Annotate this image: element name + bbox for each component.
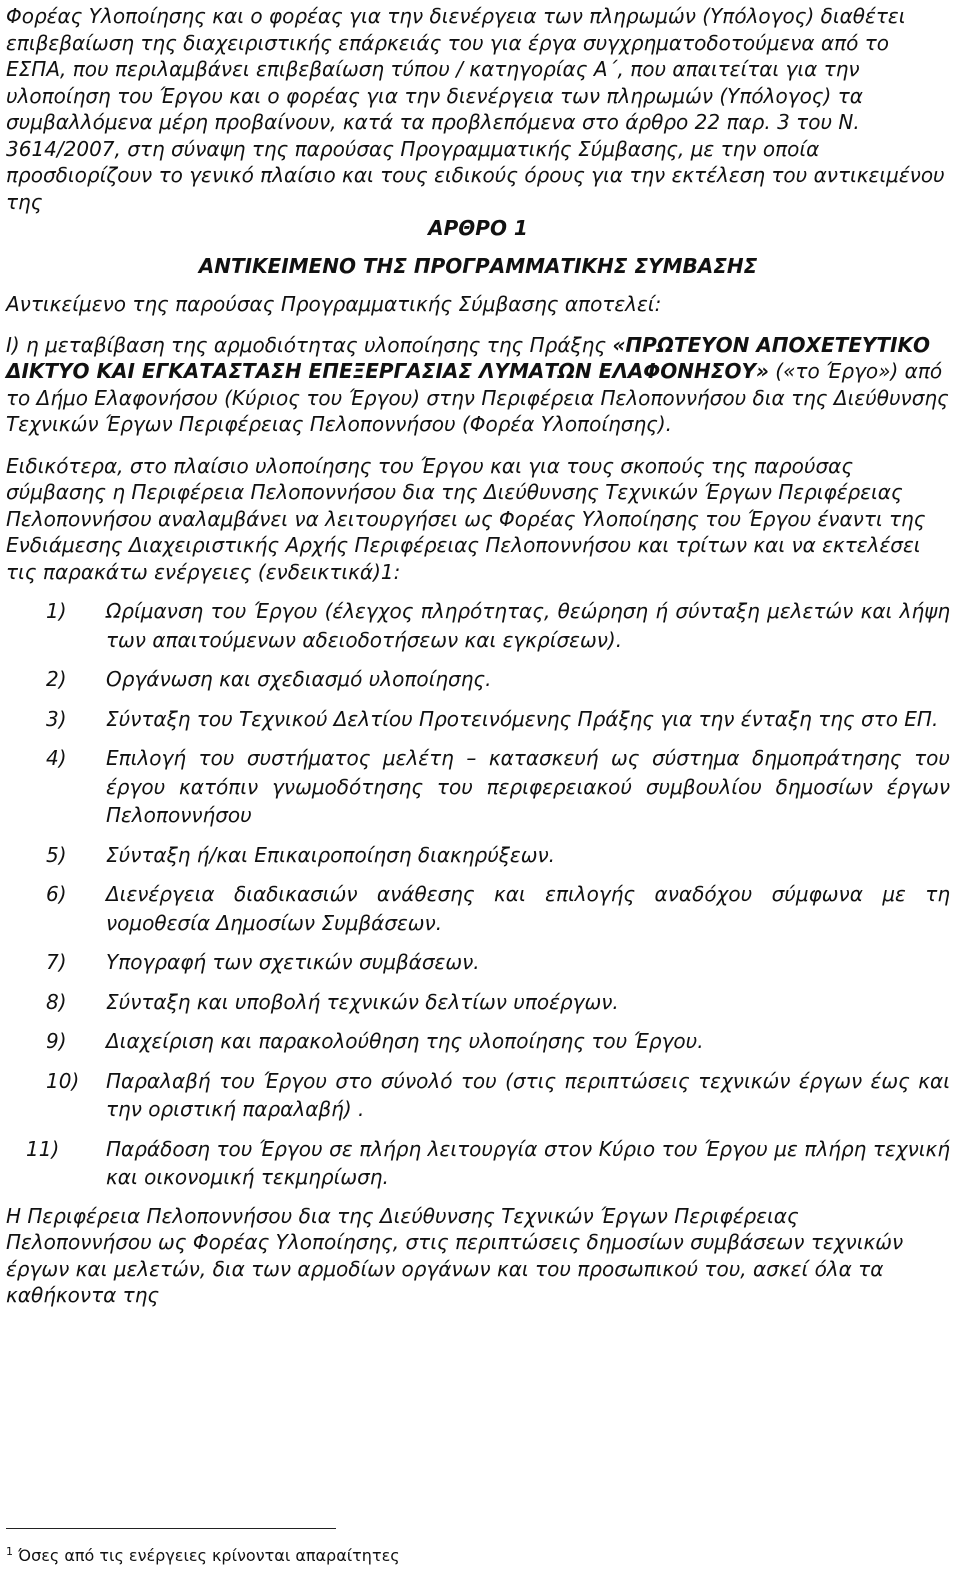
footnote [6, 1542, 400, 1566]
actions-list [6, 597, 950, 1192]
item-number: 8) [46, 989, 67, 1014]
item-text: Διενέργεια διαδικασιών ανάθεσης και επιλογής αναδόχου σύμφωνα με τη νομοθεσία Δημοσίων Συμβάσεων. [106, 882, 950, 935]
footnote-text: Όσες από τις ενέργειες κρίνονται απαραίτητες [13, 1546, 400, 1565]
article-heading: ΑΡΘΡΟ 1 [428, 216, 528, 240]
document-page [6, 0, 950, 1329]
item-number: 7) [46, 950, 67, 974]
footnote-divider [6, 1528, 336, 1529]
item-text: Οργάνωση και σχεδιασμό υλοποίησης. [106, 667, 492, 691]
footnote-mark: 1 [6, 1545, 13, 1558]
item-text: Σύνταξη και υποβολή τεχνικών δελτίων υποέργων. [106, 989, 619, 1014]
item-number: 3) [46, 706, 67, 731]
item-text: Επιλογή του συστήματος μελέτη – κατασκευή ως σύστημα δημοπράτησης του έργου κατόπιν γνωμοδότησης του περιφερειακού συμβουλίου δημοσίων έργων Πελοποννήσου [106, 746, 950, 827]
list-item [6, 1067, 950, 1124]
item-number: 10) [46, 1068, 80, 1093]
paragraph-i [6, 332, 950, 438]
paragraph-i-suffix: («το Έργο») από το Δήμο Ελαφονήσου (Κύριος του Έργου) στην Περιφέρεια Πελοποννήσου δια της Διεύθυνσης Τεχνικών Έργων Περιφέρειας Πελοποννήσου (Φορέα Υλοποίησης). [6, 359, 949, 436]
article-title: ΑΝΤΙΚΕΙΜΕΝΟ ΤΗΣ ΠΡΟΓΡΑΜΜΑΤΙΚΗΣ ΣΥΜΒΑΣΗΣ [198, 254, 758, 278]
list-item [6, 597, 950, 654]
object-intro: Αντικείμενο της παρούσας Προγραμματικής Σύμβασης αποτελεί: [6, 292, 662, 316]
item-text: Παραλαβή του Έργου στο σύνολό του (στις περιπτώσεις τεχνικών έργων έως και την οριστική παραλαβή) . [106, 1068, 950, 1121]
item-number: 5) [46, 842, 67, 867]
list-item [6, 988, 950, 1017]
item-text: Παράδοση του Έργου σε πλήρη λειτουργία στον Κύριο του Έργου με πλήρη τεχνική και οικονομική τεκμηρίωση. [106, 1136, 950, 1189]
paragraph-specific: Ειδικότερα, στο πλαίσιο υλοποίησης του Έργου και για τους σκοπούς της παρούσας σύμβασης η Περιφέρεια Πελοποννήσου δια της Διεύθυνσης Τεχνικών Έργων Περιφέρειας Πελοποννήσου αναλαμβάνει να λειτουργήσει ως Φορέας Υλοποίησης του Έργου έναντι της Ενδιάμεσης Διαχειριστικής Αρχής Περιφέρειας Πελοποννήσου και τρίτων και να εκτελέσει τις παρακάτω ενέργειες (ενδεικτικά)1: [6, 453, 926, 584]
intro-paragraph: Φορέας Υλοποίησης και ο φορέας για την διενέργεια των πληρωμών (Υπόλογος) διαθέτει επιβεβαίωση της διαχειριστικής επάρκειάς του για έργα συγχρηματοδοτούμενα από το ΕΣΠΑ, που περιλαμβάνει επιβεβαίωση τύπου / κατηγορίας Α΄, που απαιτείται για την υλοποίηση του Έργου και ο φορέας για την διενέργεια των πληρωμών (Υπόλογος) τα συμβαλλόμενα μέρη προβαίνουν, κατά τα προβλεπόμενα στο άρθρο 22 παρ. 3 του Ν. 3614/2007, στη σύναψη της παρούσας Προγραμματικής Σύμβασης, με την οποία προσδιορίζουν το γενικό πλαίσιο και τους ειδικούς όρους για την εκτέλεση του αντικειμένου της [6, 4, 945, 214]
paragraph-i-prefix: Ι) η μεταβίβαση της αρμοδιότητας υλοποίησης της Πράξης [6, 332, 613, 357]
item-text: Υπογραφή των σχετικών συμβάσεων. [106, 950, 480, 974]
closing-paragraph: Η Περιφέρεια Πελοποννήσου δια της Διεύθυνσης Τεχνικών Έργων Περιφέρειας Πελοποννήσου ως Φορέας Υλοποίησης, στις περιπτώσεις δημοσίων συμβάσεων τεχνικών έργων και μελετών, δια των αρμοδίων οργάνων και του προσωπικού του, ασκεί όλα τα καθήκοντα της [6, 1203, 904, 1307]
list-item [6, 948, 950, 977]
item-number: 2) [46, 667, 67, 691]
list-item [6, 744, 950, 830]
item-number: 4) [46, 746, 67, 770]
project-title: «ΠΡΩΤΕΥΟΝ ΑΠΟΧΕΤΕΥΤΙΚΟ ΔΙΚΤΥΟ ΚΑΙ ΕΓΚΑΤΑΣΤΑΣΗ ΕΠΕΞΕΡΓΑΣΙΑΣ ΛΥΜΑΤΩΝ ΕΛΑΦΟΝΗΣΟΥ» [6, 332, 930, 383]
item-number: 6) [46, 882, 67, 906]
item-number: 1) [46, 599, 67, 623]
item-number: 11) [26, 1136, 60, 1161]
item-text: Σύνταξη ή/και Επικαιροποίηση διακηρύξεων. [106, 842, 556, 867]
list-item [6, 1135, 950, 1192]
list-item [6, 841, 950, 870]
list-item [6, 665, 950, 694]
list-item [6, 705, 950, 734]
item-text: Σύνταξη του Τεχνικού Δελτίου Προτεινόμενης Πράξης για την ένταξη της στο ΕΠ. [106, 706, 939, 731]
list-item [6, 1027, 950, 1056]
item-number: 9) [46, 1029, 67, 1053]
item-text: Διαχείριση και παρακολούθηση της υλοποίησης του Έργου. [106, 1029, 704, 1053]
item-text: Ωρίμανση του Έργου (έλεγχος πληρότητας, θεώρηση ή σύνταξη μελετών και λήψη των απαιτούμενων αδειοδοτήσεων και εγκρίσεων). [106, 599, 950, 652]
list-item [6, 880, 950, 937]
